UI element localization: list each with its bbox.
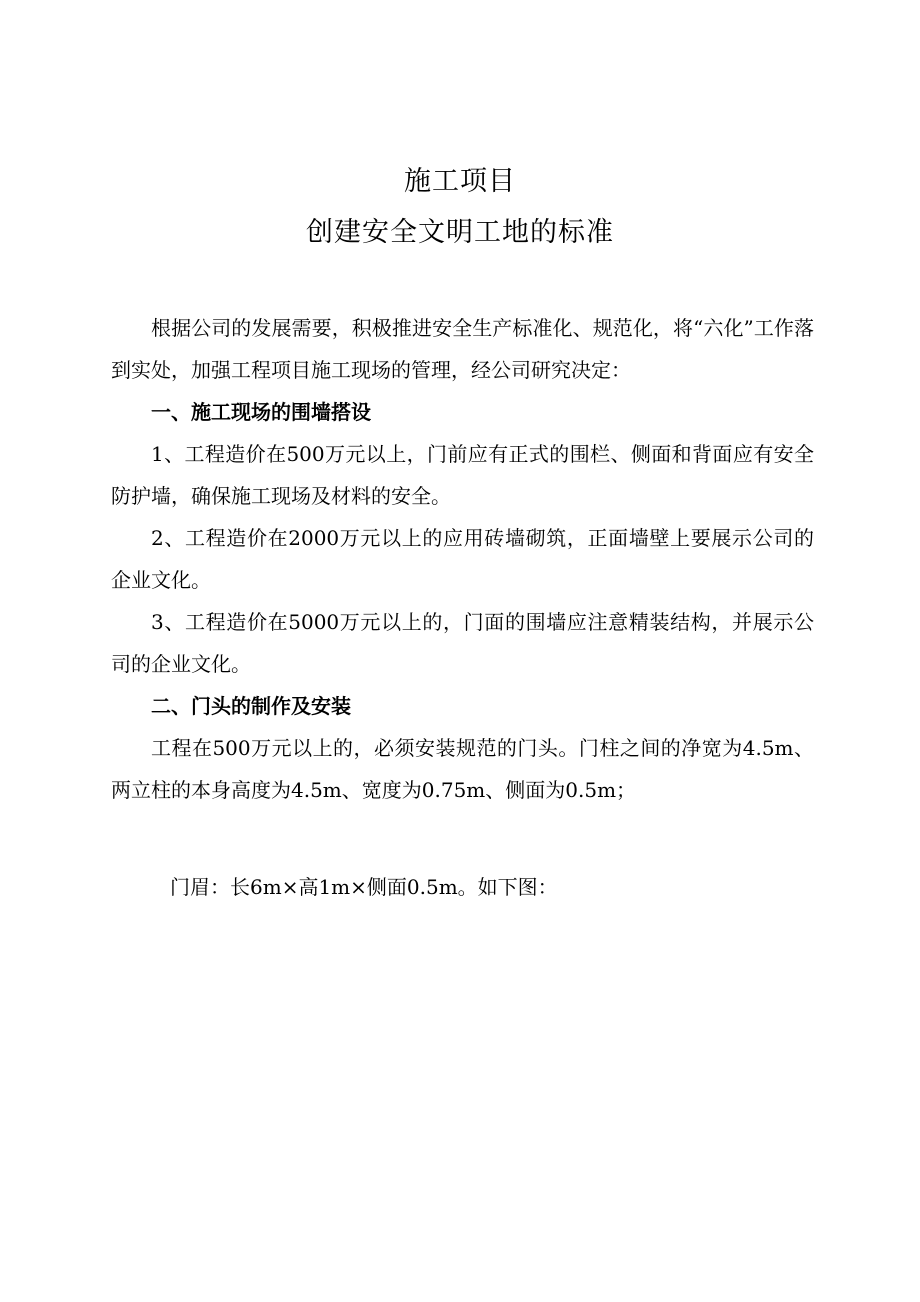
section-1-item-1: 1、工程造价在500万元以上，门前应有正式的围栏、侧面和背面应有安全防护墙，确保施工现场及材料的安全。 bbox=[111, 442, 814, 508]
intro-paragraph: 根据公司的发展需要，积极推进安全生产标准化、规范化，将“六化”工作落到实处，加强工程项目施工现场的管理，经公司研究决定： bbox=[111, 316, 814, 382]
section-1-heading: 一、施工现场的围墙搭设 bbox=[151, 400, 371, 424]
document-body bbox=[111, 307, 814, 811]
document-title-line-1: 施工项目 bbox=[404, 166, 516, 197]
section-1-item-3: 3、工程造价在5000万元以上的，门面的围墙应注意精装结构，并展示公司的企业文化。 bbox=[111, 610, 814, 676]
door-lintel-note: 门眉：长6m×高1m×侧面0.5m。如下图： bbox=[170, 875, 558, 899]
section-2-heading: 二、门头的制作及安装 bbox=[151, 694, 351, 718]
section-2-paragraph: 工程在500万元以上的，必须安装规范的门头。门柱之间的净宽为4.5m、两立柱的本身高度为4.5m、宽度为0.75m、侧面为0.5m； bbox=[111, 736, 814, 802]
document-title-line-2: 创建安全文明工地的标准 bbox=[306, 217, 614, 248]
section-1-item-2: 2、工程造价在2000万元以上的应用砖墙砌筑，正面墙壁上要展示公司的企业文化。 bbox=[111, 526, 814, 592]
